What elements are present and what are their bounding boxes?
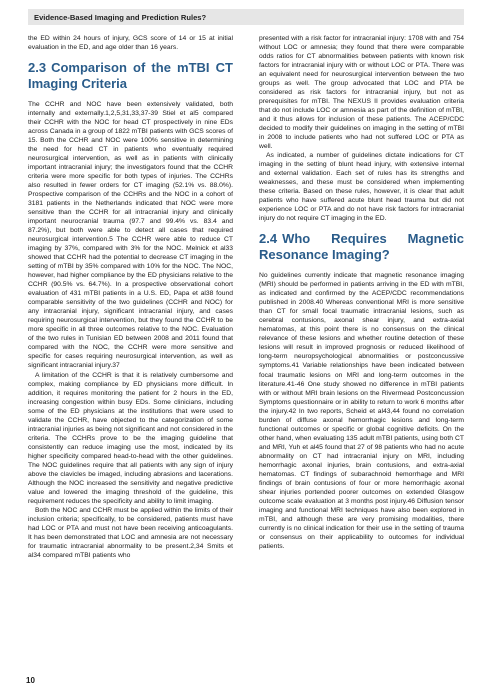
paragraph: The CCHR and NOC have been extensively validated, both internally and externally.1,2,5,31,33,37-39 Stiel et al5 compared their CCHR with the NOC for head CT prospectively in nine EDs across Canada in a group of 1822 mTBI patients with GCS scores of 15. Both the CCHR and NOC were 100% sensitive in determining the need for head CT in patients who eventually required neurosurgical intervention, as well as in patients with clinically important intracranial injury; the investigators found that the CCHR criteria were more specific for both types of injuries. The CCHRs also resulted in fewer orders for CT imaging (52.1% vs. 88.0%). Prospective comparison of the CCHRs and the NOC in a cohort of 3181 patients in the Netherlands indicated that NOC were more sensitive than the CCHR for all intracranial injury and clinically important neurocranial trauma (97.7 and 99.4% vs. 83.4 and 87.2%), but both were able to detect all cases that required neurosurgical intervention.5 The CCHR were able to reduce CT imaging by 37%, compared with 3% for the NOC. Melnick et al33 showed that CCHR had the potential to decrease CT imaging in the setting of mTBI by 35% compared with 10% for the NOC. The NOC, however, had higher compliance by the ED physicians relative to the CCHR (90.5% vs. 64.7%). In a prospective observational cohort evaluation of 431 mTBI patients in a U.S. ED, Papa et al38 found comparable sensitivity of the two guidelines (CCHR and NOC) for any intracranial injury, significant intracranial injury, and cases requiring neurosurgical intervention, but they found the CCHR to be more specific in all three outcomes relative to the NOC. Evaluation of the two rules in Tunisian ED between 2008 and 2011 found that compared with the NOC, the CCHR were more sensitive and specific for cases requiring neurosurgical intervention, as well as significant intracranial injury.37 [28, 101, 233, 370]
page-number: 10 [26, 676, 35, 685]
section-heading [28, 60, 233, 92]
paragraph: the ED within 24 hours of injury, GCS score of 14 or 15 at initial evaluation in the ED, and age older than 16 years. [28, 35, 233, 52]
right-column [259, 34, 464, 551]
paragraph: A limitation of the CCHR is that it is relatively cumbersome and complex, making compliance by ED physicians more difficult. In addition, it requires monitoring the patient for 2 hours in the ED, increasing congestion within busy EDs. Some clinicians, including some of the ED physicians at the institutions that were used to validate the CCHR, have objected to the categorization of some intracranial injuries as being not significant and not considered in the criteria. The CCHRs prove to be the imaging guideline that consistently can reduce imaging use the most, indicated by its higher specificity compared head-to-head with the other guidelines. The NOC guidelines require that all patients with any sign of injury above the clavicles be imaged, including abrasions and lacerations. Although the NOC increased the sensitivity and negative predictive value and lowered the imaging threshold of the guideline, this requirement reduces the specificity and ability to limit imaging. [28, 371, 233, 505]
section-heading [259, 231, 464, 263]
paragraph: Both the NOC and CCHR must be applied within the limits of their inclusion criteria; specifically, to be considered, patients must have had LOC or PTA and must not have been receiving anticoagulants. It has been demonstrated that LOC and amnesia are not necessary for traumatic intracranial abnormality to be present.2,34 Smits et al34 compared mTBI patients who [28, 506, 233, 559]
section-title: Who Requires Magnetic Resonance Imaging? [259, 231, 464, 263]
running-title: Evidence-Based Imaging and Prediction Rules? [34, 12, 207, 22]
section-title: Comparison of the mTBI CT Imaging Criteria [28, 60, 233, 92]
section-number: 2.3 [28, 60, 47, 76]
running-header [28, 9, 464, 25]
paragraph: As indicated, a number of guidelines dictate indications for CT imaging in the setting of blunt head injury, with extensive internal and external validation. Each set of rules has its strengths and weaknesses, and these must be considered when implementing these criteria. Based on these rules, however, it is clear that adult patients who have suffered acute blunt head trauma but did not experience LOC or PTA and do not have risk factors for intracranial injury do not require CT imaging in the ED. [259, 152, 464, 223]
section-number: 2.4 [259, 231, 278, 247]
paragraph: No guidelines currently indicate that magnetic resonance imaging (MRI) should be performed in patients arriving in the ED with mTBI, as indicated and confirmed by the ACEP/CDC recommendations published in 2008.40 Whereas conventional MRI is more sensitive than CT for small focal traumatic intracranial lesions, such as cerebral contusions, axonal shear injury, and extra-axial hematomas, at this point there is no consensus on the clinical relevance of these lesions and whether routine detection of these lesions will result in improved prognosis or reduced likelihood of long-term neuropsychological abnormalities or postconcussive symptoms.41 Variable relationships have been indicated between focal traumatic lesions on MRI and long-term outcomes in the literature.41-46 One study showed no difference in mTBI patients with or without MRI brain lesions on the Rivermead Postconcussion Symptoms questionnaire or in ability to return to work 6 months after the injury.42 In two reports, Scheid et al43,44 found no correlation burden of diffuse axonal hemorrhagic lesions and long-term functional outcomes or specific or global cognitive deficits. On the other hand, when evaluating 135 adult mTBI patients, using both CT and MRI, Yuh et al45 found that 27 of 98 patients who had no acute abnormality on CT had intracranial injury on MRI, including hemorrhagic axonal injuries, brain contusions, and extra-axial hematomas. CT findings of subarachnoid hemorrhage and MRI findings of brain contusions of four or more hemorrhagic axonal shear injuries portended poorer outcomes on extended Glasgow outcome scale evaluation at 3 months post injury.46 Diffusion tensor imaging and functional MRI techniques have also been explored in mTBI, and although these are very promising modalities, there currently is no clinical indication for their use in the setting of trauma or consensus on their applicability to outcomes for individual patients. [259, 272, 464, 550]
paragraph: presented with a risk factor for intracranial injury: 1708 with and 754 without LOC or amnesia; they found that there were comparable odds ratios for CT abnormalities between patients with known risk factors for intracranial injury with or without LOC or PTA. There was an equivalent need for neurosurgical intervention between the two groups as well. The group advocated that LOC and PTA be considered as risk factors for intracranial injury, but not as prerequisites for mTBI. The NEXUS II provides evaluation criteria that do not include LOC or amnesia as part of the definition of mTBI, and it thus allows for inclusion of these patients. The ACEP/CDC decided to modify their guidelines on imaging in the setting of mTBI in 2008 to include patients who had not suffered LOC or PTA as well. [259, 35, 464, 151]
left-column [28, 34, 233, 560]
